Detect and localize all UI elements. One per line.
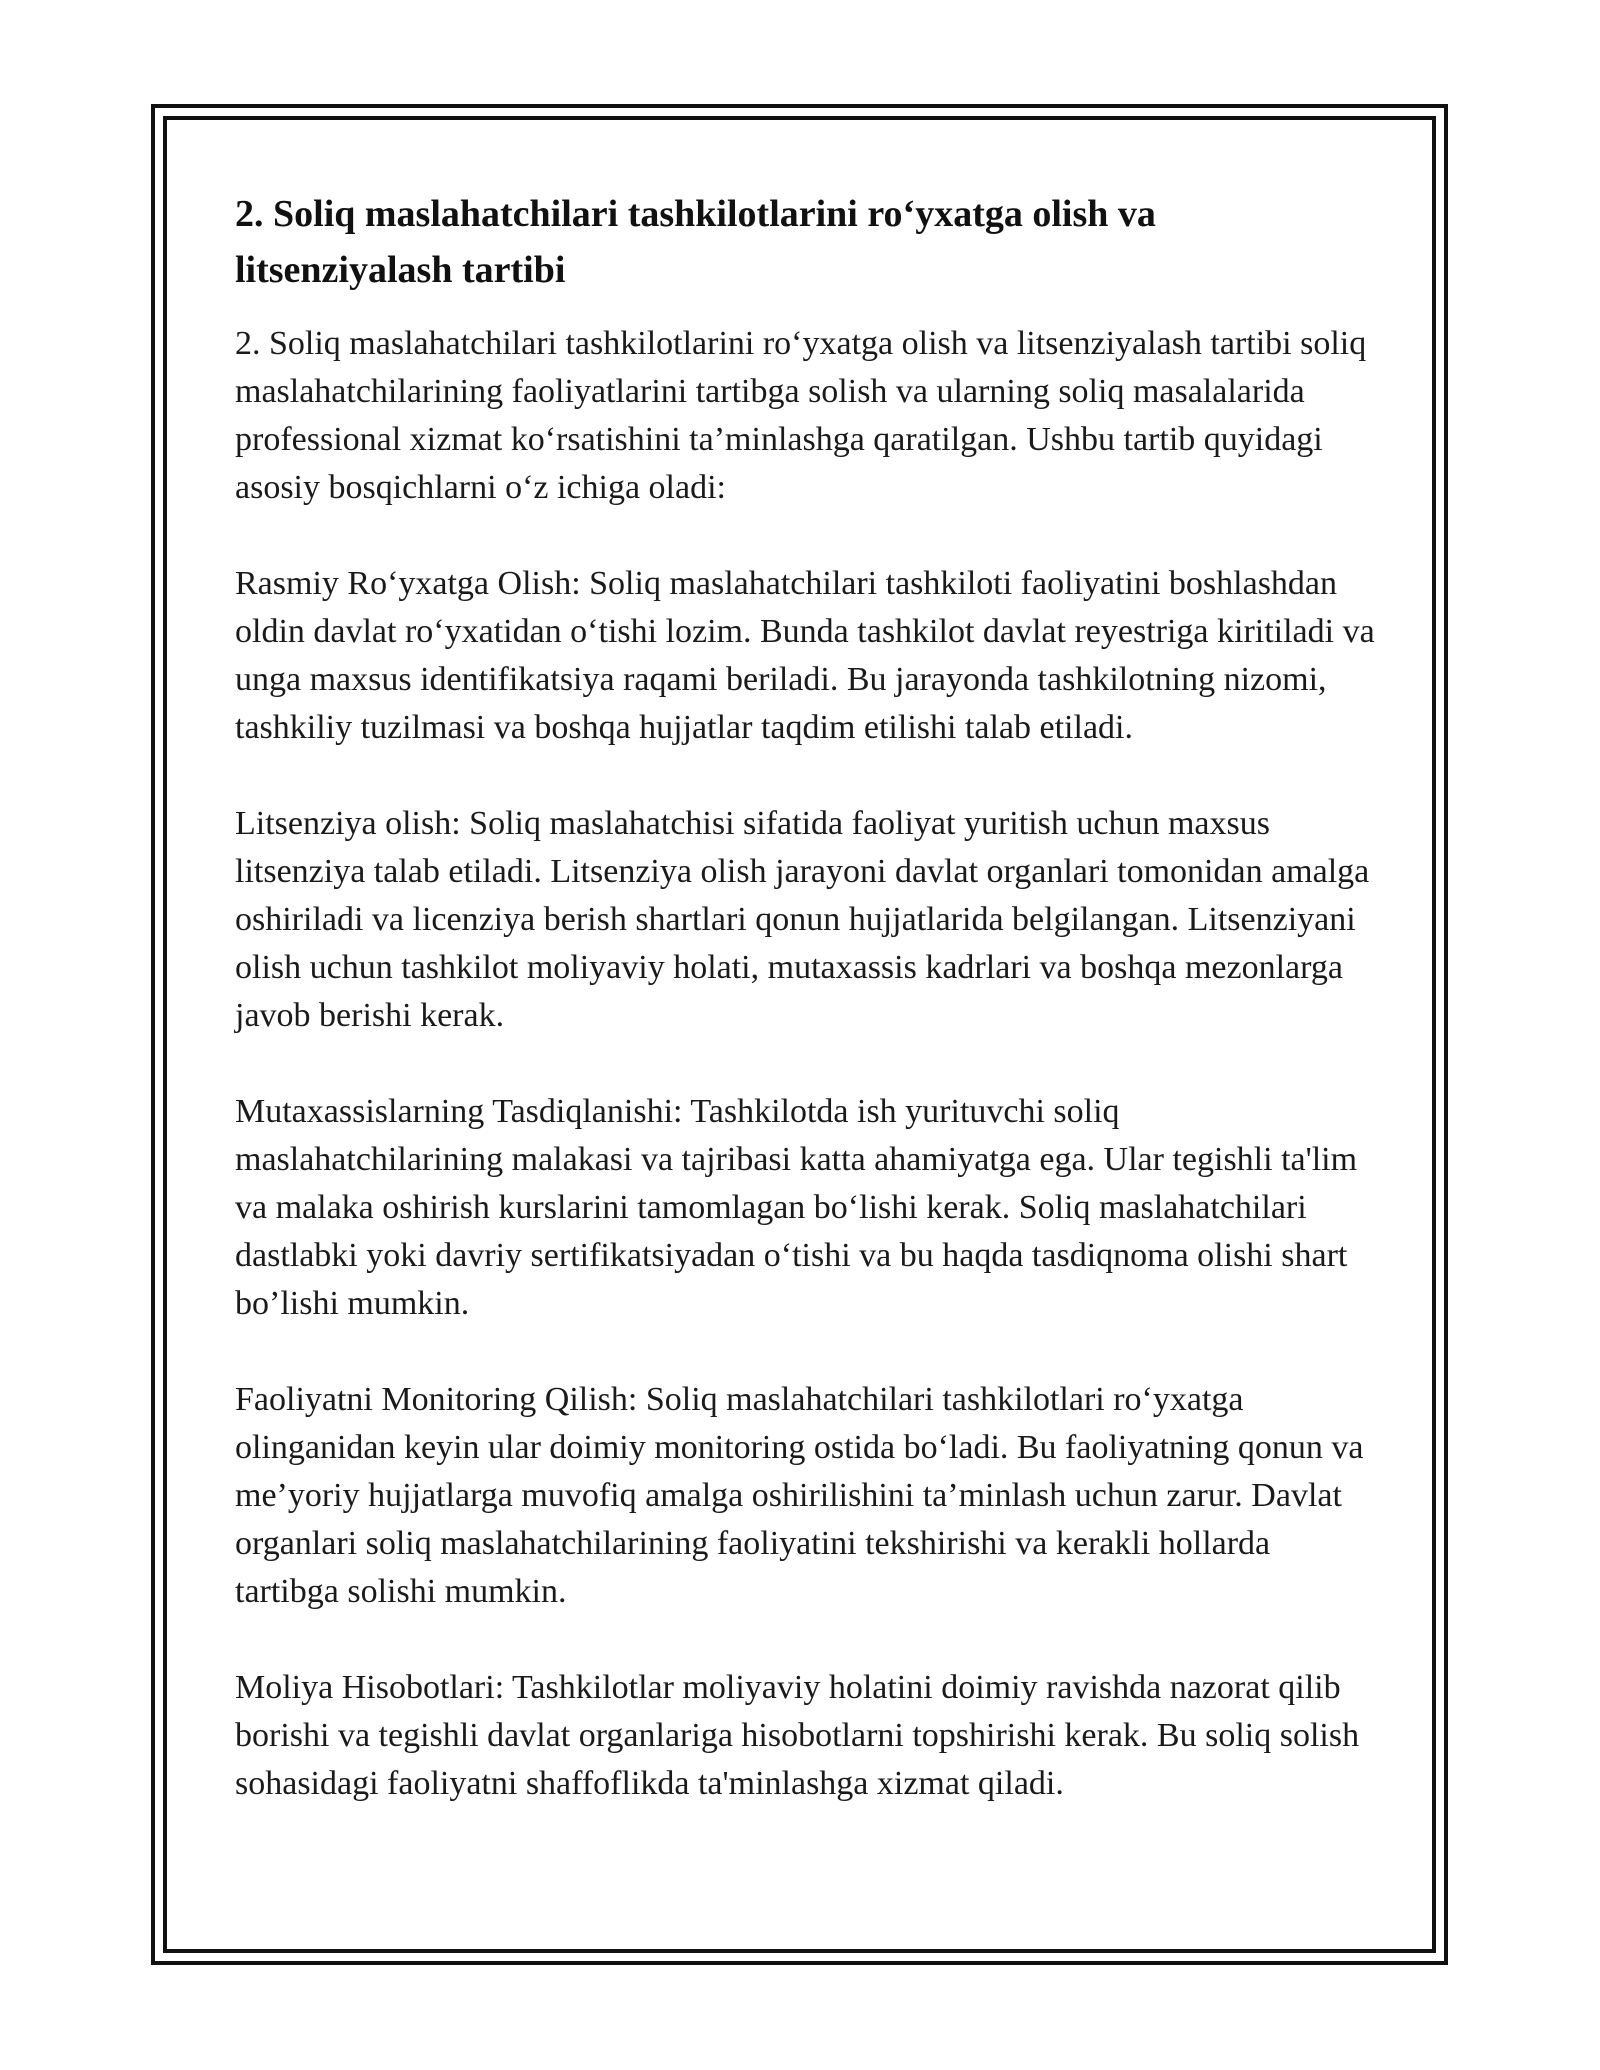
paragraph-license: Litsenziya olish: Soliq maslahatchisi sifatida faoliyat yuritish uchun maxsus litsenziya talab etiladi. Litsenziya olish jarayoni davlat organlari tomonidan amalga oshiriladi va licenziya berish shartlari qonun hujjatlarida belgilangan. Litsenziyani olish uchun tashkilot moliyaviy holati, mutaxassis kadrlari va boshqa mezonlarga javob berishi kerak. <box>235 805 1370 1034</box>
paragraph-financial-reports: Moliya Hisobotlari: Tashkilotlar moliyaviy holatini doimiy ravishda nazorat qilib borishi va tegishli davlat organlariga hisobotlarni topshirishi kerak. Bu soliq solish sohasidagi faoliyatni shaffoflikda ta'minlashga xizmat qiladi. <box>235 1669 1360 1802</box>
paragraph-intro: 2. Soliq maslahatchilari tashkilotlarini ro‘yxatga olish va litsenziyalash tartibi soliq maslahatchilarining faoliyatlarini tartibga solish va ularning soliq masalalarida professional xizmat ko‘rsatishini ta’minlashga qaratilgan. Ushbu tartib quyidagi asosiy bosqichlarni o‘z ichiga oladi: <box>235 325 1367 506</box>
paragraph-monitoring: Faoliyatni Monitoring Qilish: Soliq maslahatchilari tashkilotlari ro‘yxatga olinganidan keyin ular doimiy monitoring ostida bo‘ladi. Bu faoliyatning qonun va me’yoriy hujjatlarga muvofiq amalga oshirilishini ta’minlash uchun zarur. Davlat organlari soliq maslahatchilarining faoliyatini tekshirishi va kerakli hollarda tartibga solishi mumkin. <box>235 1381 1364 1610</box>
paragraph-registration: Rasmiy Ro‘yxatga Olish: Soliq maslahatchilari tashkiloti faoliyatini boshlashdan oldin davlat ro‘yxatidan o‘tishi lozim. Bunda tashkilot davlat reyestriga kiritiladi va unga maxsus identifikatsiya raqami beriladi. Bu jarayonda tashkilotning nizomi, tashkiliy tuzilmasi va boshqa hujjatlar taqdim etilishi talab etiladi. <box>235 565 1375 746</box>
section-title: 2. Soliq maslahatchilari tashkilotlarini ro‘yxatga olish va litsenziyalash tartibi <box>235 193 1156 291</box>
paragraph-specialists: Mutaxassislarning Tasdiqlanishi: Tashkilotda ish yurituvchi soliq maslahatchilarining malakasi va tajribasi katta ahamiyatga ega. Ular tegishli ta'lim va malaka oshirish kurslarini tamomlagan bo‘lishi kerak. Soliq maslahatchilari dastlabki yoki davriy sertifikatsiyadan o‘tishi va bu haqda tasdiqnoma olishi shart bo’lishi mumkin. <box>235 1093 1358 1322</box>
document-body <box>235 186 1375 1856</box>
